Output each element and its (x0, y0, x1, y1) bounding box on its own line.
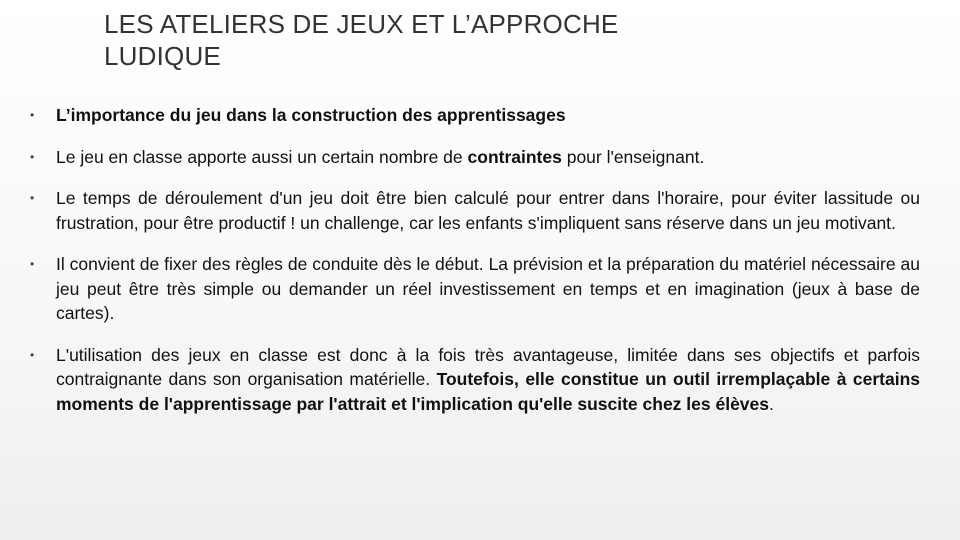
bullet-text-bold: Toutefois, elle constitue un outil irremplaçable à certains moments de l'apprentissage par l'attrait et l'implication qu'elle suscite chez les élèves (56, 369, 920, 414)
slide-title-line-2: LUDIQUE (104, 41, 221, 71)
bullet-dot-icon: • (30, 149, 35, 164)
bullet-text: Le temps de déroulement d'un jeu doit être bien calculé pour entrer dans l'horaire, pour éviter lassitude ou frustration, pour être productif ! un challenge, car les enfants s'impliquent sans réserve dans un jeu motivant. (56, 188, 920, 233)
bullet-dot-icon: • (30, 257, 35, 271)
bullet-item (30, 252, 920, 326)
bullet-dot-icon: • (30, 347, 35, 362)
slide-title-line-1: LES ATELIERS DE JEUX ET L’APPROCHE (104, 9, 619, 39)
bullet-item (30, 343, 920, 417)
bullet-text: . (769, 393, 774, 414)
bullet-item (30, 145, 920, 170)
bullet-dot-icon: • (30, 191, 35, 205)
bullet-item (30, 186, 920, 235)
bullet-text-bold: contraintes (467, 146, 562, 167)
bullet-text: pour l'enseignant. (561, 146, 705, 167)
bullet-item (30, 103, 920, 128)
bullet-list (30, 103, 920, 416)
bullet-text: L'utilisation des jeux en classe est donc à la fois très avantageuse, limitée dans ses objectifs et parfois contraignante dans son organisation matérielle. (56, 344, 920, 389)
slide-title (104, 8, 864, 72)
bullet-text-bold: L’importance du jeu dans la construction des apprentissages (56, 105, 566, 125)
bullet-text: Le jeu en classe apporte aussi un certain nombre de (56, 146, 468, 167)
bullet-text: Il convient de fixer des règles de conduite dès le début. La prévision et la préparation du matériel nécessaire au jeu peut être très simple ou demander un réel investissement en temps et en imagination (jeux à base de cartes). (56, 254, 920, 323)
bullet-dot-icon: • (30, 108, 35, 122)
